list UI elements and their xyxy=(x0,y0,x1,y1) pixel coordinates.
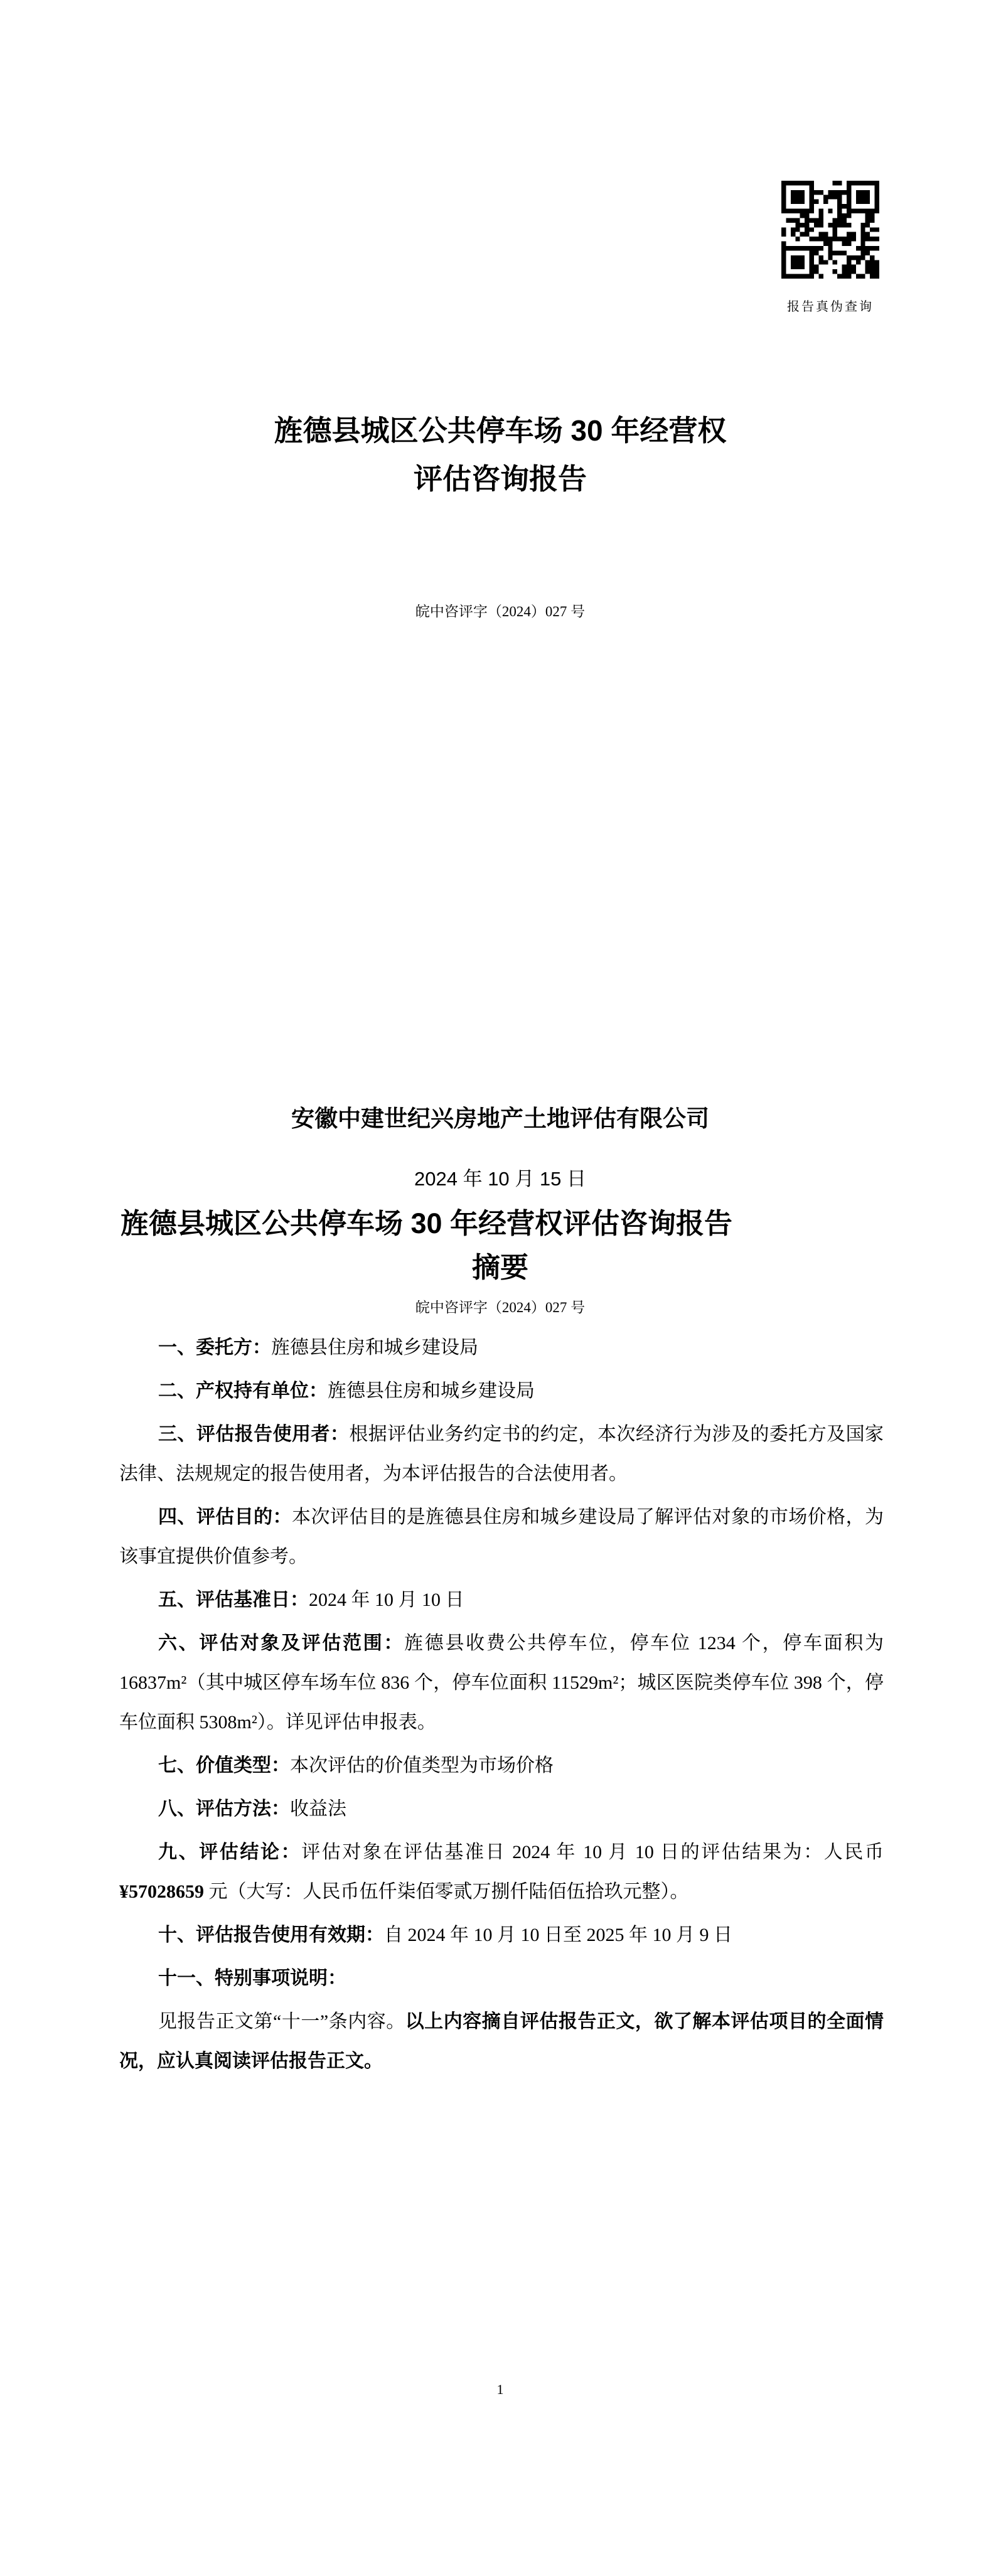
item-text: 本次评估的价值类型为市场价格 xyxy=(290,1755,554,1776)
cover-title-line2: 评估咨询报告 xyxy=(414,462,587,495)
summary-closing-paragraph xyxy=(119,2002,884,2081)
summary-doc-number: 皖中咨评字（2024）027 号 xyxy=(415,1300,586,1315)
item-label: 三、评估报告使用者： xyxy=(158,1424,350,1445)
summary-item-property-holder xyxy=(119,1371,884,1411)
summary-heading-line2: 摘要 xyxy=(471,1251,528,1283)
item-text: 旌德县收费公共停车位，停车位 1234 个，停车面积为 16837m²（其中城区停车场车位 836 个，停车位面积 11529m²；城区医院类停车位 398 个，停车位面积 5308m²）。详见评估申报表。 xyxy=(119,1633,884,1733)
summary-item-client xyxy=(119,1328,884,1367)
closing-bold-text: 以上内容摘自评估报告正文，欲了解本评估项目的全面情况，应认真阅读评估报告正文。 xyxy=(119,2011,884,2071)
item-label: 五、评估基准日： xyxy=(158,1590,309,1610)
summary-item-base-date xyxy=(119,1580,884,1620)
summary-item-value-type xyxy=(119,1746,884,1785)
item-label: 九、评估结论： xyxy=(158,1842,302,1863)
appraisal-amount: ¥57028659 xyxy=(119,1881,204,1902)
item-text: 旌德县住房和城乡建设局 xyxy=(271,1337,478,1358)
item-text: 本次评估目的是旌德县住房和城乡建设局了解评估对象的市场价格，为该事宜提供价值参考。 xyxy=(119,1507,884,1567)
cover-doc-number: 皖中咨评字（2024）027 号 xyxy=(415,604,586,619)
qr-code xyxy=(781,181,879,279)
summary-item-validity xyxy=(119,1915,884,1955)
item-text: 旌德县住房和城乡建设局 xyxy=(328,1381,535,1401)
summary-item-conclusion xyxy=(119,1832,884,1911)
summary-item-scope xyxy=(119,1623,884,1742)
item-text: 自 2024 年 10 月 10 日至 2025 年 10 月 9 日 xyxy=(384,1925,732,1945)
summary-item-purpose xyxy=(119,1497,884,1576)
item-text: 收益法 xyxy=(290,1798,346,1819)
item-label: 六、评估对象及评估范围： xyxy=(158,1633,405,1654)
summary-item-special-notes xyxy=(119,1959,884,1998)
item-label: 十、评估报告使用有效期： xyxy=(158,1925,384,1945)
item-label: 七、价值类型： xyxy=(158,1755,290,1776)
item-text: 元（大写：人民币伍仟柒佰零贰万捌仟陆佰伍拾玖元整）。 xyxy=(204,1881,689,1902)
summary-heading-line1: 旌德县城区公共停车场 30 年经营权评估咨询报告 xyxy=(120,1207,733,1239)
summary-item-report-users xyxy=(119,1414,884,1494)
item-label: 一、委托方： xyxy=(158,1337,271,1358)
item-label: 十一、特别事项说明： xyxy=(158,1968,346,1989)
qr-code-label: 报告真伪查询 xyxy=(787,300,874,314)
item-text: 根据评估业务约定书的约定，本次经济行为涉及的委托方及国家法律、法规规定的报告使用者，为本评估报告的合法使用者。 xyxy=(119,1424,884,1484)
closing-normal-text: 见报告正文第“十一”条内容。 xyxy=(158,2011,405,2032)
summary-body xyxy=(119,1328,884,2085)
item-text: 2024 年 10 月 10 日 xyxy=(309,1590,464,1610)
appraisal-company-name: 安徽中建世纪兴房地产土地评估有限公司 xyxy=(291,1106,709,1131)
item-label: 四、评估目的： xyxy=(158,1507,292,1527)
qr-code-image xyxy=(781,181,879,279)
item-label: 二、产权持有单位： xyxy=(158,1381,328,1401)
item-text: 评估对象在评估基准日 2024 年 10 月 10 日的评估结果为：人民币 xyxy=(301,1842,884,1863)
summary-item-method xyxy=(119,1789,884,1829)
report-cover-title xyxy=(119,407,881,503)
item-label: 八、评估方法： xyxy=(158,1798,290,1819)
page-number: 1 xyxy=(496,2381,504,2397)
report-date: 2024 年 10 月 15 日 xyxy=(414,1168,586,1190)
cover-title-line1: 旌德县城区公共停车场 30 年经营权 xyxy=(274,414,727,447)
